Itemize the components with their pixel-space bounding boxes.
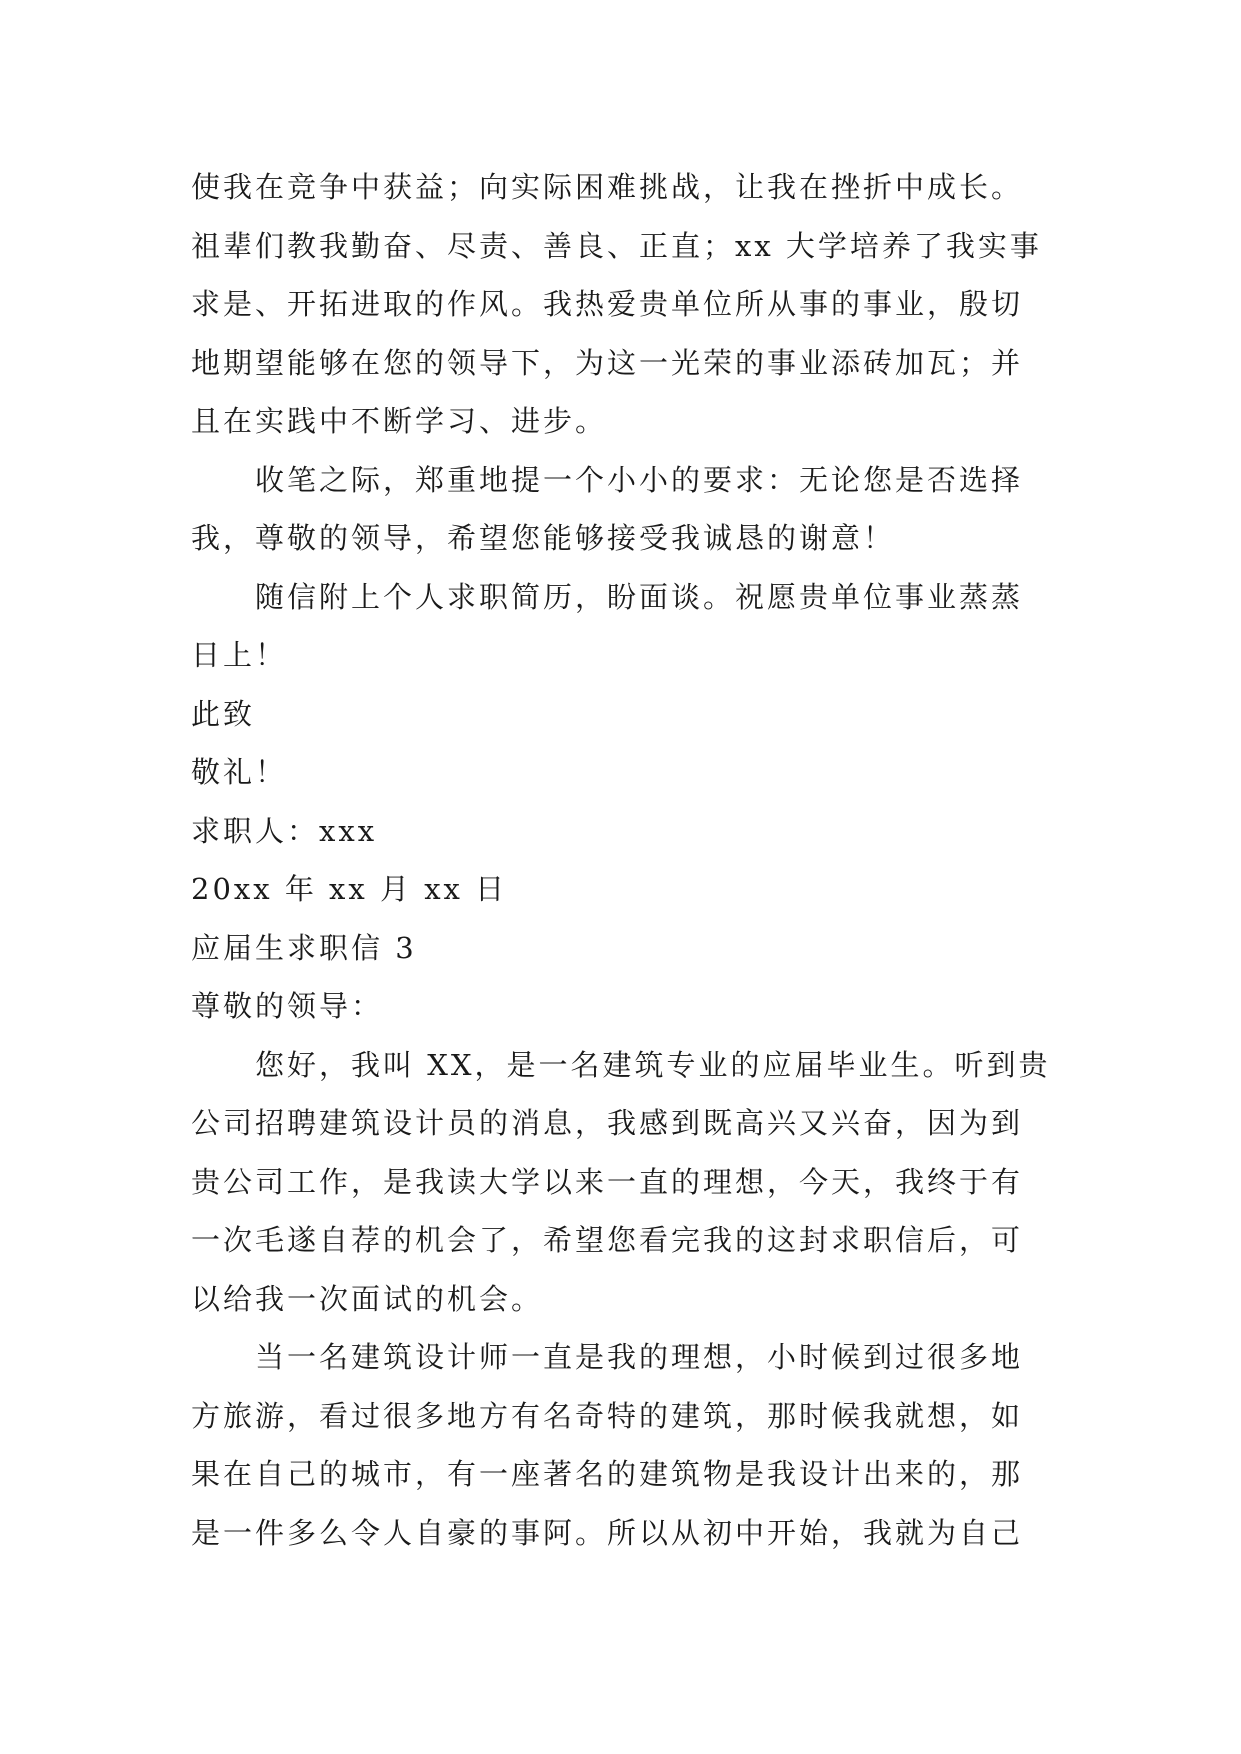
greeting: 尊敬的领导： [191,989,384,1023]
closing-salutation: 此致 [191,696,256,731]
paragraph-first-line: 收笔之际，郑重地提一个小小的要求：无论您是否选择 [255,462,1024,497]
text-line: 果在自己的城市，有一座著名的建筑物是我设计出来的，那 [191,1457,1024,1491]
text-line: 一次毛遂自荐的机会了，希望您看完我的这封求职信后，可 [191,1223,1024,1257]
text-line: 祖辈们教我勤奋、尽责、善良、正直；xx 大学培养了我实事 [191,228,1042,263]
text-line: 以给我一次面试的机会。 [191,1281,544,1316]
text-line: 贵公司工作，是我读大学以来一直的理想，今天，我终于有 [191,1164,1024,1199]
document-body [191,158,1063,1562]
date-line: 20xx 年 xx 月 xx 日 [191,872,508,906]
paragraph-first-line: 您好，我叫 XX，是一名建筑专业的应届毕业生。听到贵 [255,1047,1051,1082]
text-line: 公司招聘建筑设计员的消息，我感到既高兴又兴奋，因为到 [191,1106,1024,1140]
text-line: 且在实践中不断学习、进步。 [191,404,608,438]
text-line: 求是、开拓进取的作风。我热爱贵单位所从事的事业，殷切 [191,287,1024,321]
closing-regards: 敬礼！ [191,755,288,789]
text-line: 方旅游，看过很多地方有名奇特的建筑，那时候我就想，如 [191,1398,1024,1433]
text-line: 是一件多么令人自豪的事阿。所以从初中开始，我就为自己 [191,1515,1024,1550]
paragraph-first-line: 随信附上个人求职简历，盼面谈。祝愿贵单位事业蒸蒸 [255,579,1024,614]
text-line: 日上！ [191,638,288,672]
text-line: 使我在竞争中获益；向实际困难挑战，让我在挫折中成长。 [191,170,1024,204]
section-title: 应届生求职信 3 [191,930,417,965]
text-line: 地期望能够在您的领导下，为这一光荣的事业添砖加瓦；并 [191,345,1024,380]
signature-line: 求职人：xxx [191,813,378,848]
paragraph-first-line: 当一名建筑设计师一直是我的理想，小时候到过很多地 [255,1340,1024,1374]
text-line: 我，尊敬的领导，希望您能够接受我诚恳的谢意！ [191,521,896,555]
